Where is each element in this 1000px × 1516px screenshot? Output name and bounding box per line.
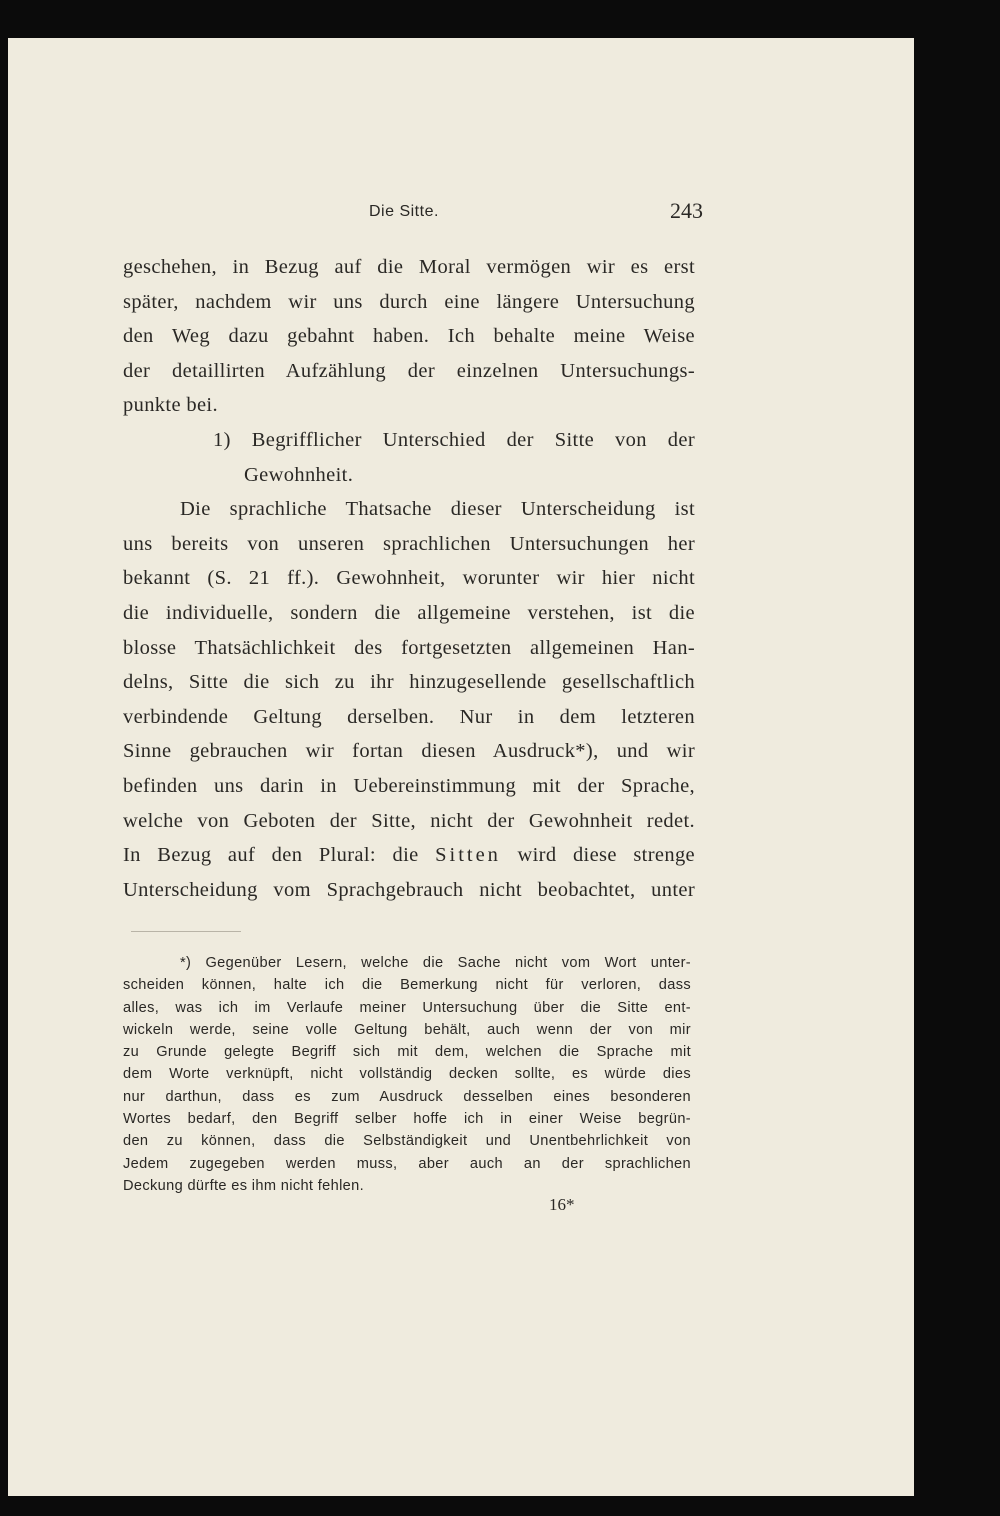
body-line: Unterscheidung vom Sprachgebrauch nicht beobachtet, unter: [123, 878, 695, 901]
body-line: punkte bei.: [123, 394, 218, 417]
body-line: delns, Sitte die sich zu ihr hinzugesellende gesellschaftlich: [123, 671, 695, 694]
body-line: In Bezug auf den Plural: die Sitten wird diese strenge: [123, 844, 695, 867]
body-line: uns bereits von unseren sprachlichen Untersuchungen her: [123, 532, 695, 555]
footnote-line: dem Worte verknüpft, nicht vollständig decken sollte, es würde dies: [123, 1066, 691, 1083]
body-line: Die sprachliche Thatsache dieser Unterscheidung ist: [180, 498, 695, 521]
body-text: [123, 250, 695, 907]
body-line: den Weg dazu gebahnt haben. Ich behalte meine Weise: [123, 325, 695, 348]
footnote-line: nur darthun, dass es zum Ausdruck desselben eines besonderen: [123, 1088, 691, 1105]
footnote-line: den zu können, dass die Selbständigkeit und Unentbehrlichkeit von: [123, 1133, 691, 1150]
body-line: blosse Thatsächlichkeit des fortgesetzten allgemeinen Han-: [123, 636, 695, 659]
footnote-line: zu Grunde gelegte Begriff sich mit dem, welchen die Sprache mit: [123, 1044, 691, 1061]
footnote-line: Deckung dürfte es ihm nicht fehlen.: [123, 1177, 365, 1194]
running-head: [369, 198, 703, 228]
footnote: [123, 952, 691, 1197]
emphasized-word: Sitten: [435, 844, 501, 867]
footnote-divider: [131, 931, 241, 932]
running-title: Die Sitte.: [369, 203, 439, 220]
section-heading-continued: Gewohnheit.: [244, 463, 354, 486]
section-heading: 1) Begrifflicher Unterschied der Sitte von der: [213, 428, 695, 451]
footnote-line: scheiden können, halte ich die Bemerkung nicht für verloren, dass: [123, 977, 691, 994]
body-line: bekannt (S. 21 ff.). Gewohnheit, worunter wir hier nicht: [123, 567, 695, 590]
footnote-line: wickeln werde, seine volle Geltung behält, auch wenn der von mir: [123, 1021, 691, 1038]
page-number: 243: [670, 198, 703, 223]
footnote-line: alles, was ich im Verlaufe meiner Untersuchung über die Sitte ent-: [123, 999, 691, 1016]
footnote-line: *) Gegenüber Lesern, welche die Sache nicht vom Wort unter-: [180, 955, 691, 971]
body-line: geschehen, in Bezug auf die Moral vermögen wir es erst: [123, 256, 695, 278]
body-line: verbindende Geltung derselben. Nur in dem letzteren: [123, 705, 695, 728]
book-page: [8, 38, 914, 1496]
footnote-line: Wortes bedarf, den Begriff selber hoffe ich in einer Weise begrün-: [123, 1111, 691, 1128]
body-line: Sinne gebrauchen wir fortan diesen Ausdruck*), und wir: [123, 740, 695, 763]
body-line: welche von Geboten der Sitte, nicht der Gewohnheit redet.: [123, 809, 695, 832]
signature-mark: 16*: [549, 1195, 575, 1214]
body-line: die individuelle, sondern die allgemeine verstehen, ist die: [123, 601, 695, 624]
body-line: später, nachdem wir uns durch eine längere Untersuchung: [123, 290, 695, 313]
body-line: befinden uns darin in Uebereinstimmung mit der Sprache,: [123, 774, 695, 797]
footnote-line: Jedem zugegeben werden muss, aber auch an der sprachlichen: [123, 1155, 691, 1172]
body-line: der detaillirten Aufzählung der einzelnen Untersuchungs-: [123, 359, 695, 382]
